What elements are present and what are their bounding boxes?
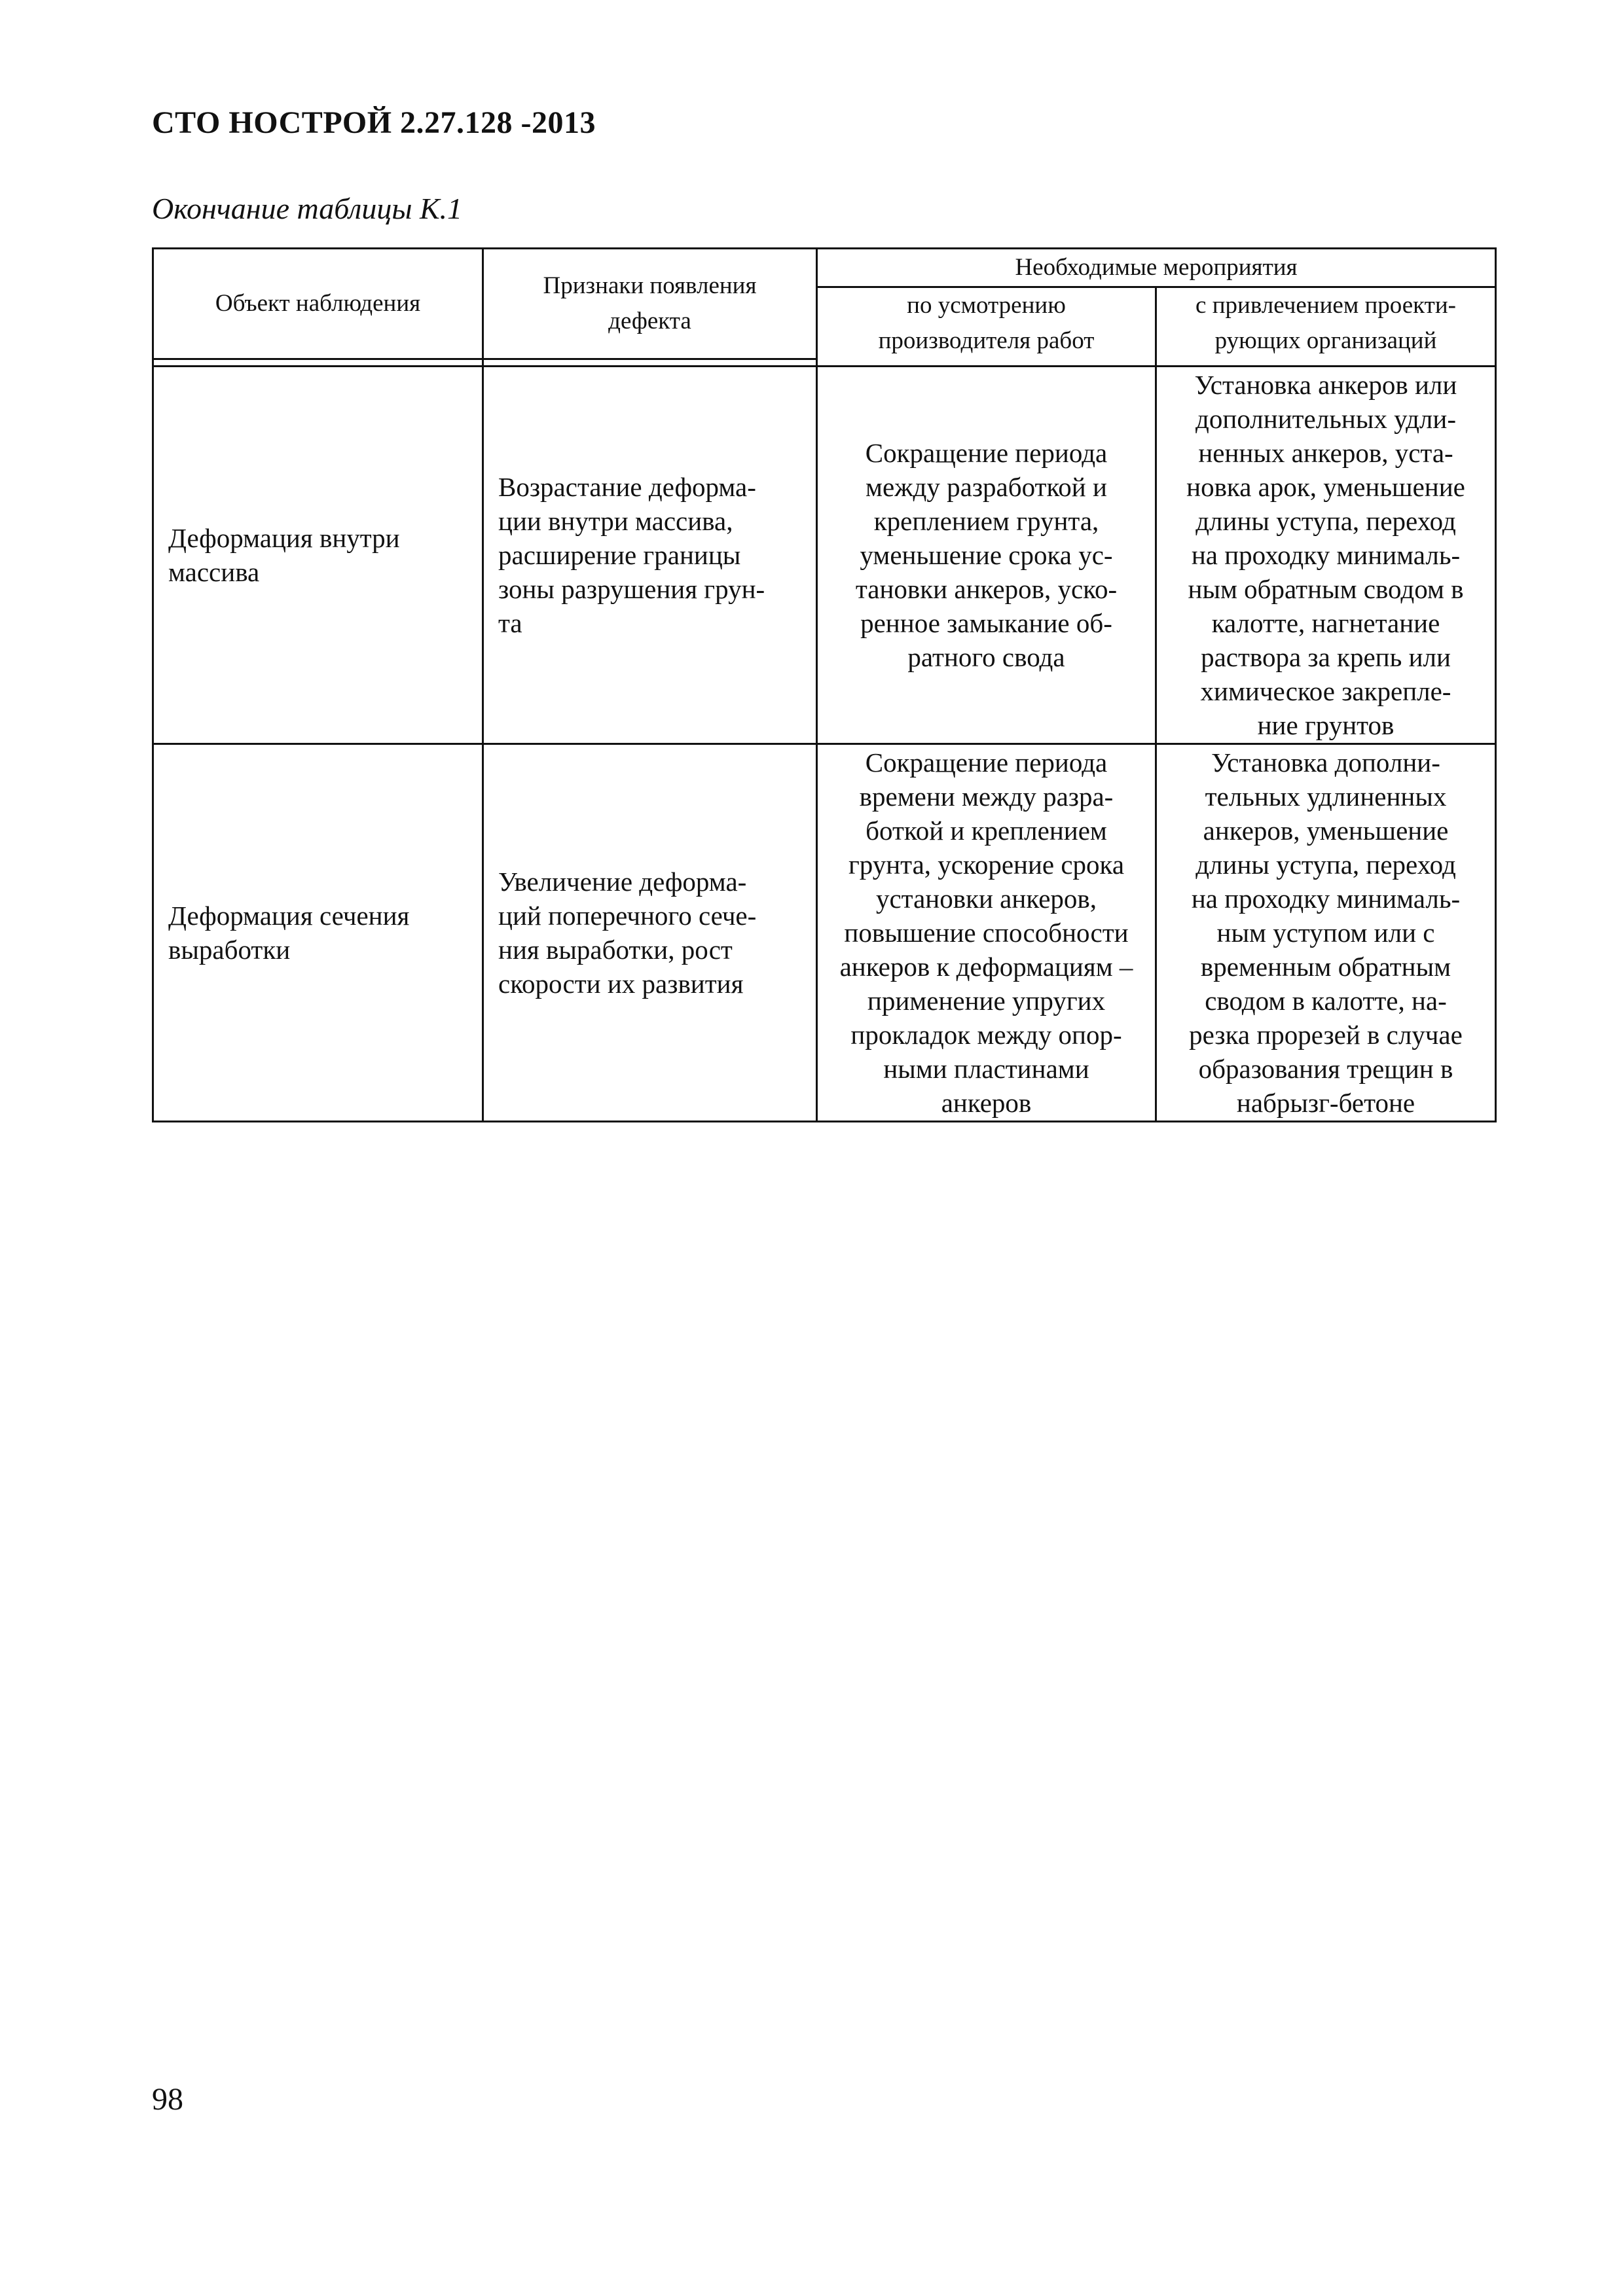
rule-cell xyxy=(1156,359,1496,366)
cell-text-line: расширение границы xyxy=(498,539,741,570)
cell-text-line: химическое закрепле- xyxy=(1200,675,1451,706)
cell-object xyxy=(153,744,483,1121)
cell-text-line: анкеров к деформациям – xyxy=(839,951,1133,982)
cell-text-line: Установка анкеров или xyxy=(1194,369,1457,400)
cell-object xyxy=(153,366,483,744)
cell-text-line: ние грунтов xyxy=(1257,709,1395,740)
cell-text-line: массива xyxy=(168,556,260,587)
cell-text-line: зоны разрушения грун- xyxy=(498,573,765,604)
table-k1 xyxy=(152,247,1497,1122)
cell-text-line: Увеличение деформа- xyxy=(498,866,747,897)
cell-text-line: ным уступом или с xyxy=(1216,917,1435,948)
cell-by-contractor xyxy=(817,744,1156,1121)
cell-text-line: ния выработки, рост xyxy=(498,934,733,965)
document-code: СТО НОСТРОЙ 2.27.128 -2013 xyxy=(152,105,596,140)
rule-cell xyxy=(153,359,483,366)
cell-text-line: применение упругих xyxy=(867,985,1106,1016)
cell-text-line: ными пластинами xyxy=(883,1053,1089,1084)
cell-text-line: временным обратным xyxy=(1200,951,1451,982)
cell-text-line: повышение способности xyxy=(844,917,1129,948)
cell-text-line: дополнительных удли- xyxy=(1195,403,1456,434)
rule-cell xyxy=(817,359,1156,366)
cell-text-line: выработки xyxy=(168,934,291,965)
header-line: рующих организаций xyxy=(1214,327,1437,354)
header-line: производителя работ xyxy=(878,327,1095,354)
cell-text-line: раствора за крепь или xyxy=(1201,641,1451,672)
cell-text-line: образования трещин в xyxy=(1198,1053,1453,1084)
cell-text-line: ратного свода xyxy=(907,641,1065,672)
cell-text-line: Установка дополни- xyxy=(1211,747,1440,778)
cell-text-line: времени между разра- xyxy=(859,781,1114,812)
header-line: с привлечением проекти- xyxy=(1195,292,1456,319)
cell-text-line: анкеров xyxy=(941,1087,1032,1118)
cell-text-line: грунта, ускорение срока xyxy=(848,849,1125,880)
cell-text-line: Возрастание деформа- xyxy=(498,471,756,502)
cell-text-line: прокладок между опор- xyxy=(850,1019,1122,1050)
cell-signs xyxy=(483,366,817,744)
cell-text-line: Деформация внутри xyxy=(168,522,400,553)
cell-text-line: ным обратным сводом в xyxy=(1188,573,1464,604)
cell-text-line: резка прорезей в случае xyxy=(1189,1019,1463,1050)
page-number: 98 xyxy=(152,2082,183,2117)
cell-text-line: тановки анкеров, уско- xyxy=(855,573,1118,604)
cell-text-line: установки анкеров, xyxy=(875,883,1097,914)
table-row xyxy=(153,744,1496,1121)
cell-text-line: длины уступа, переход xyxy=(1195,849,1456,880)
cell-text-line: та xyxy=(498,607,522,638)
table-caption: Окончание таблицы К.1 xyxy=(152,192,463,225)
cell-text-line: между разработкой и xyxy=(866,471,1107,502)
header-line: Необходимые мероприятия xyxy=(1015,254,1298,281)
header-line: Объект наблюдения xyxy=(215,289,421,317)
cell-text-line: боткой и креплением xyxy=(866,815,1107,846)
cell-with-designers xyxy=(1156,744,1496,1121)
cell-text-line: уменьшение срока ус- xyxy=(860,539,1113,570)
cell-text-line: Деформация сечения xyxy=(168,900,410,931)
header-line: Признаки появления xyxy=(543,272,757,299)
cell-text-line: на проходку минималь- xyxy=(1191,539,1461,570)
cell-text-line: сводом в калотте, на- xyxy=(1205,985,1447,1016)
cell-text-line: креплением грунта, xyxy=(873,505,1099,536)
cell-text-line: ненных анкеров, уста- xyxy=(1198,437,1453,468)
cell-text-line: длины уступа, переход xyxy=(1195,505,1456,536)
header-line: дефекта xyxy=(608,307,691,334)
cell-signs xyxy=(483,744,817,1121)
cell-text-line: анкеров, уменьшение xyxy=(1203,815,1449,846)
column-header-with-designers xyxy=(1156,287,1496,359)
cell-text-line: ренное замыкание об- xyxy=(860,607,1112,638)
table-row xyxy=(153,366,1496,744)
cell-text-line: набрызг-бетоне xyxy=(1236,1087,1415,1118)
cell-text-line: тельных удлиненных xyxy=(1205,781,1447,812)
header-line: по усмотрению xyxy=(907,292,1066,319)
column-header-signs xyxy=(483,249,817,359)
cell-text-line: на проходку минималь- xyxy=(1191,883,1461,914)
column-header-by-contractor xyxy=(817,287,1156,359)
header-row-top xyxy=(153,249,1496,287)
column-header-object xyxy=(153,249,483,359)
cell-text-line: Сокращение периода xyxy=(865,747,1108,778)
rule-cell xyxy=(483,359,817,366)
cell-by-contractor xyxy=(817,366,1156,744)
column-header-measures xyxy=(817,249,1496,287)
cell-text-line: новка арок, уменьшение xyxy=(1186,471,1465,502)
cell-with-designers xyxy=(1156,366,1496,744)
cell-text-line: ций поперечного сече- xyxy=(498,900,757,931)
cell-text-line: калотте, нагнетание xyxy=(1211,607,1440,638)
cell-text-line: Сокращение периода xyxy=(865,437,1108,468)
header-double-rule xyxy=(153,359,1496,366)
cell-text-line: ции внутри массива, xyxy=(498,505,733,536)
cell-text-line: скорости их развития xyxy=(498,968,744,999)
